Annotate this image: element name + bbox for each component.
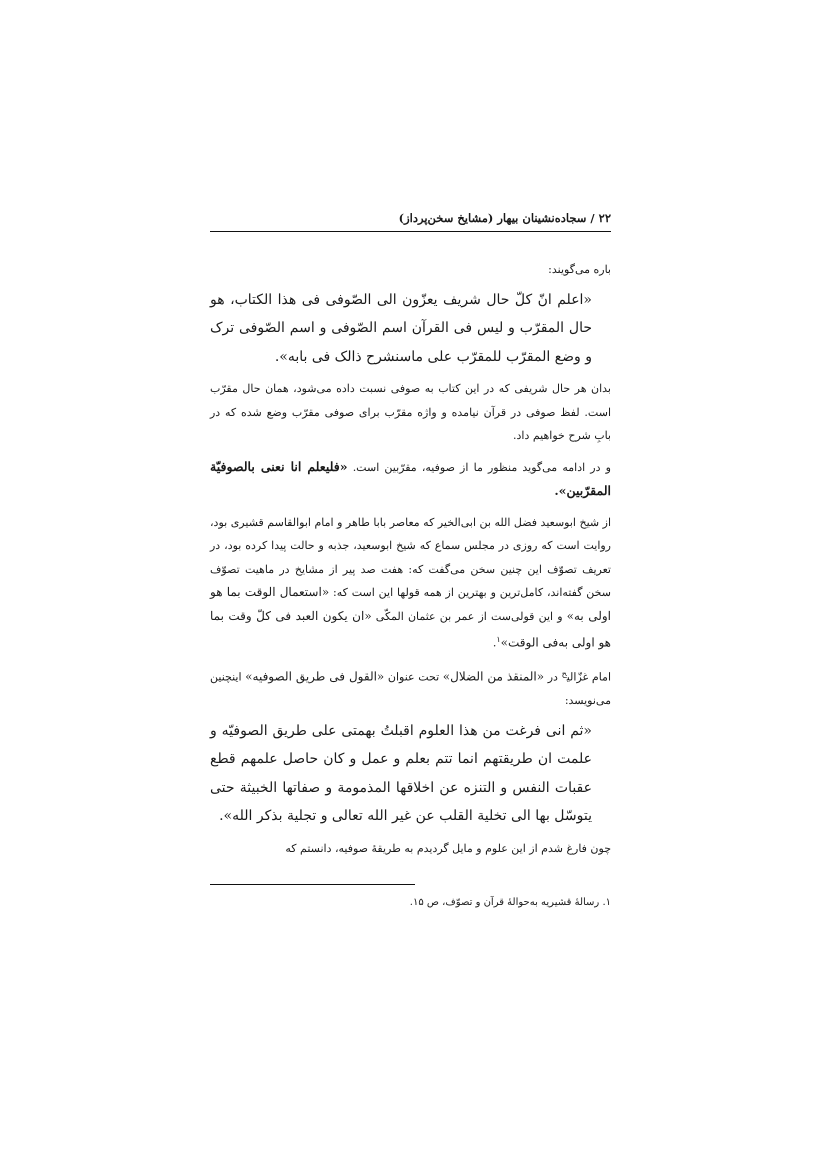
paragraph-3-text: از شیخ ابوسعید فضل الله بن ابی‌الخیر که معاصر بابا طاهر و امام ابوالقاسم قشیری بود، روایت است که روزی در مجلس سماع که شیخ ابوسعید، جذبه و حالت پیدا کرده بود، در تعریف تصوّف این چنین سخن می‌گفت که: هفت صد پیر از مشایخ در ماهیت تصوّف سخن گفته‌اند، کامل‌ترین و بهترین از همه قولها این است که:: [210, 515, 611, 599]
paragraph-2-quote: «فلیعلم انا نعنی بالصوفیّة المقرّبین».: [210, 458, 611, 498]
paragraph-3-quote-1: «استعمال الوقت بما هو اولی به»: [210, 585, 611, 623]
footnote-1: ۱. رسالهٔ قشیریه به‌حوالهٔ قرآن و تصوّف، ص ۱۵.: [409, 897, 611, 909]
paragraph-4: [210, 662, 611, 713]
paragraph-5: چون فارغ شدم از این علوم و مایل گردیدم به طریقهٔ صوفیه، دانستم که: [285, 841, 611, 855]
running-header: ۲۲ / سجاده‌نشینان بیهار (مشایخ سخن‌پرداز): [210, 205, 611, 232]
intro-line: باره می‌گویند:: [548, 263, 611, 276]
arabic-quote-2: «ثم انی فرغت من هذا العلوم اقبلتُ بهمتی علی طریق الصوفیّه و علمت ان طریقتهم انما تتم بعلم و عمل و کان حاصل علمهم قطع عقبات النفس و التنزه عن اخلاقها المذمومة و صفاتها الخبیثة حتی یتوسّل بها الی تخلیة القلب عن غیر الله تعالی و تجلیة بذکر الله».: [210, 722, 592, 825]
arabic-quote-1: «اعلم انّ کلّ حال شریف یعزّون الی الصّوفی فی هذا الکتاب، هو حال المقرّب و لیس فی القرآن اسم الصّوفی و اسم الصّوفی ترک و وضع المقرّب للمقرّب علی ماسنشرح ذالک فی بابه».: [210, 291, 593, 365]
paragraph-3-mid: و این قولی‌ست از عمر بن عثمان المکّی: [371, 609, 567, 623]
footnote-divider: [210, 884, 415, 885]
paragraph-4-quote-1: «المنقذ من الضلال»: [442, 669, 545, 684]
honorific-mark: ح: [561, 669, 567, 679]
paragraph-4-b: در: [544, 670, 562, 684]
paragraph-4-a: امام غزّالی: [566, 670, 612, 684]
footnote-ref-1[interactable]: ۱: [496, 635, 501, 644]
document-page: [210, 205, 611, 923]
paragraph-4-d: اینچنین می‌نویسد:: [210, 670, 611, 708]
paragraph-3: از شیخ ابوسعید فضل الله بن ابی‌الخیر که معاصر بابا طاهر و امام ابوالقاسم قشیری بود، روایت است که روزی در مجلس سماع که شیخ ابوسعید، جذبه و حالت پیدا کرده بود، در تعریف تصوّف این چنین سخن می‌گفت که: هفت صد پیر از مشایخ در ماهیت تصوّف سخن گفته‌اند، کامل‌ترین و بهترین از همه قولها این است که: «استعمال الوقت بما هو اولی به» و این قولی‌ست از عمر بن عثمان المکّی «ان یکون العبد فی کلّ وقت بما هو اولی به‌فی الوقت»$^۱$.: [210, 515, 611, 650]
paragraph-1: بدان هر حال شریفی که در این کتاب به صوفی نسبت داده می‌شود، همان حال مقرّب است. لفظ صوفی در قرآن نیامده و واژه مقرّب برای صوفی مقرّب وضع شده که در بابِ شرح خواهیم داد.: [210, 382, 611, 442]
paragraph-2: [210, 455, 611, 504]
paragraph-2-text: و در ادامه می‌گوید منظور ما از صوفیه، مقرّبین است.: [347, 460, 611, 474]
paragraph-3-quote-2: «ان یکون العبد فی کلّ وقت بما هو اولی به‌فی الوقت»: [210, 608, 611, 650]
paragraph-4-c: تحت عنوان: [384, 670, 443, 684]
paragraph-4-quote-2: «القول فی طریق الصوفیه»: [245, 669, 385, 684]
